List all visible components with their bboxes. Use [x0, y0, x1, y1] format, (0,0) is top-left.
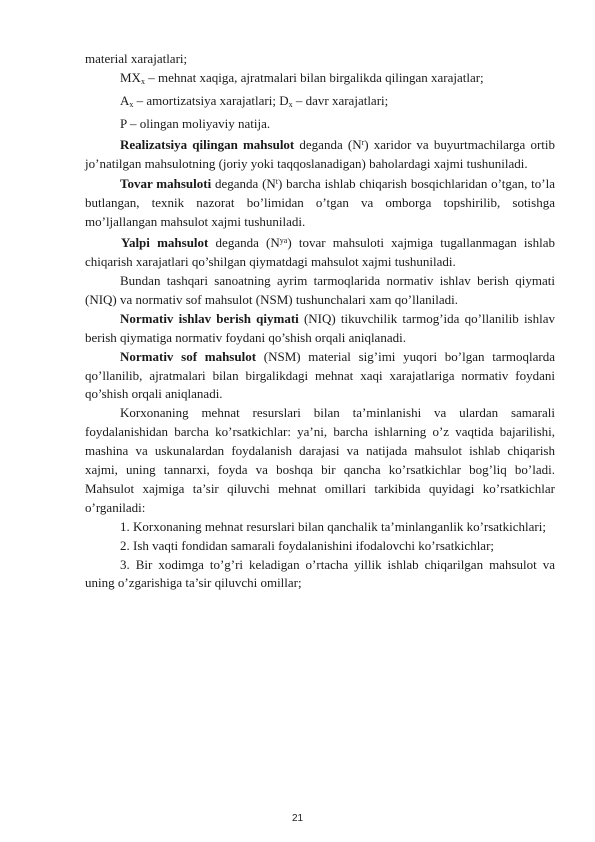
paragraph-commodity-product: Tovar mahsuloti deganda $(N^t)$ barcha ishlab chiqarish bosqichlaridan o’tgan, to’la butlangan, texnik nazorat bo’limidan o’tgan va omborga topshirilib, sotishga mo’ljallangan mahsulot xajmi tushuniladi. — [85, 176, 555, 230]
term-realized-product: Realizatsiya qilingan mahsulot — [120, 136, 295, 152]
paragraph-besides: Bundan tashqari sanoatning ayrim tarmoqlarida normativ ishlav berish qiymati (NIQ) va normativ sof mahsulot (NSM) tushunchalari xam qo’llaniladi. — [85, 272, 555, 307]
term-gross-product: Yalpi mahsulot — [121, 235, 209, 251]
page-number: 21 — [291, 813, 304, 824]
paragraph-labor-resources: Korxonaning mehnat resurslari bilan ta’minlanishi va ulardan samarali foydalanishidan barcha ko’rsatkichlar: ya’ni, barcha ishlarning o’z vaqtida bajarilishi, mashina va uskunalardan foydalanish darajasi va natijada mahsulot ishlab chiqarish xajmi, uning tannarxi, foyda va boshqa bir qancha ko’rsatkichlar bog’liq bo’ladi. Mahsulot xajmiga ta’sir qiluvchi mehnat omillari tarkibida quyidagi ko’rsatkichlar o’rganiladi: — [85, 405, 555, 515]
list-item-1: 1. Korxonaning mehnat resurslari bilan qanchalik ta’minlanganlik ko’rsatkichlari; — [120, 518, 546, 534]
line-material-costs: material xarajatlari; — [85, 51, 188, 66]
paragraph-niq: Normativ ishlav berish qiymati (NIQ) tikuvchilik tarmog’ida qo’llanilib ishlav berish qiymatiga normativ foydani qo’shish orqali aniqlanadi. — [85, 310, 555, 345]
list-item-2: 2. Ish vaqti fondidan samarali foydalanishini ifodalovchi ko’rsatkichlar; — [120, 537, 495, 553]
paragraph-realized-product: Realizatsiya qilingan mahsulot deganda $(N^r)$ xaridor va buyurtmachilarga ortib jo’natilgan mahsulotning (joriy yoki taqqoslanadigan) baholardagi xajmi tushuniladi. — [85, 136, 555, 171]
line-amortization: $A_x$ – amortizatsiya xarajatlari; $D_x$ – davr xarajatlari; — [120, 92, 389, 109]
list-item-3: 3. Bir xodimga to’g’ri keladigan o’rtacha yillik ishlab chiqarilgan mahsulot va uning o’zgarishiga ta’sir qiluvchi omillar; — [85, 556, 555, 591]
term-commodity-product: Tovar mahsuloti — [120, 176, 212, 192]
term-niq: Normativ ishlav berish qiymati — [120, 310, 299, 326]
paragraph-gross-product: Yalpi mahsulot deganda $(N^{ya})$ tovar mahsuloti xajmiga tugallanmagan ishlab chiqarish xarajatlari qo’shilgan qiymatdagi mahsulot xajmi tushuniladi. — [85, 235, 555, 270]
line-labor-costs: $MX_x$ – mehnat xaqiga, ajratmalari bilan birgalikda qilingan xarajatlar; — [120, 69, 484, 86]
document-body — [85, 50, 555, 593]
term-nsm: Normativ sof mahsulot — [120, 348, 257, 364]
line-financial-result: P – olingan moliyaviy natija. — [120, 115, 271, 131]
paragraph-nsm: Normativ sof mahsulot (NSM) material sig’imi yuqori bo’lgan tarmoqlarda qo’llanilib, ajratmalari bilan birgalikdagi mehnat xaqi xarajatlariga normativ foydani qo’shish orqali aniqlanadi. — [85, 348, 555, 402]
